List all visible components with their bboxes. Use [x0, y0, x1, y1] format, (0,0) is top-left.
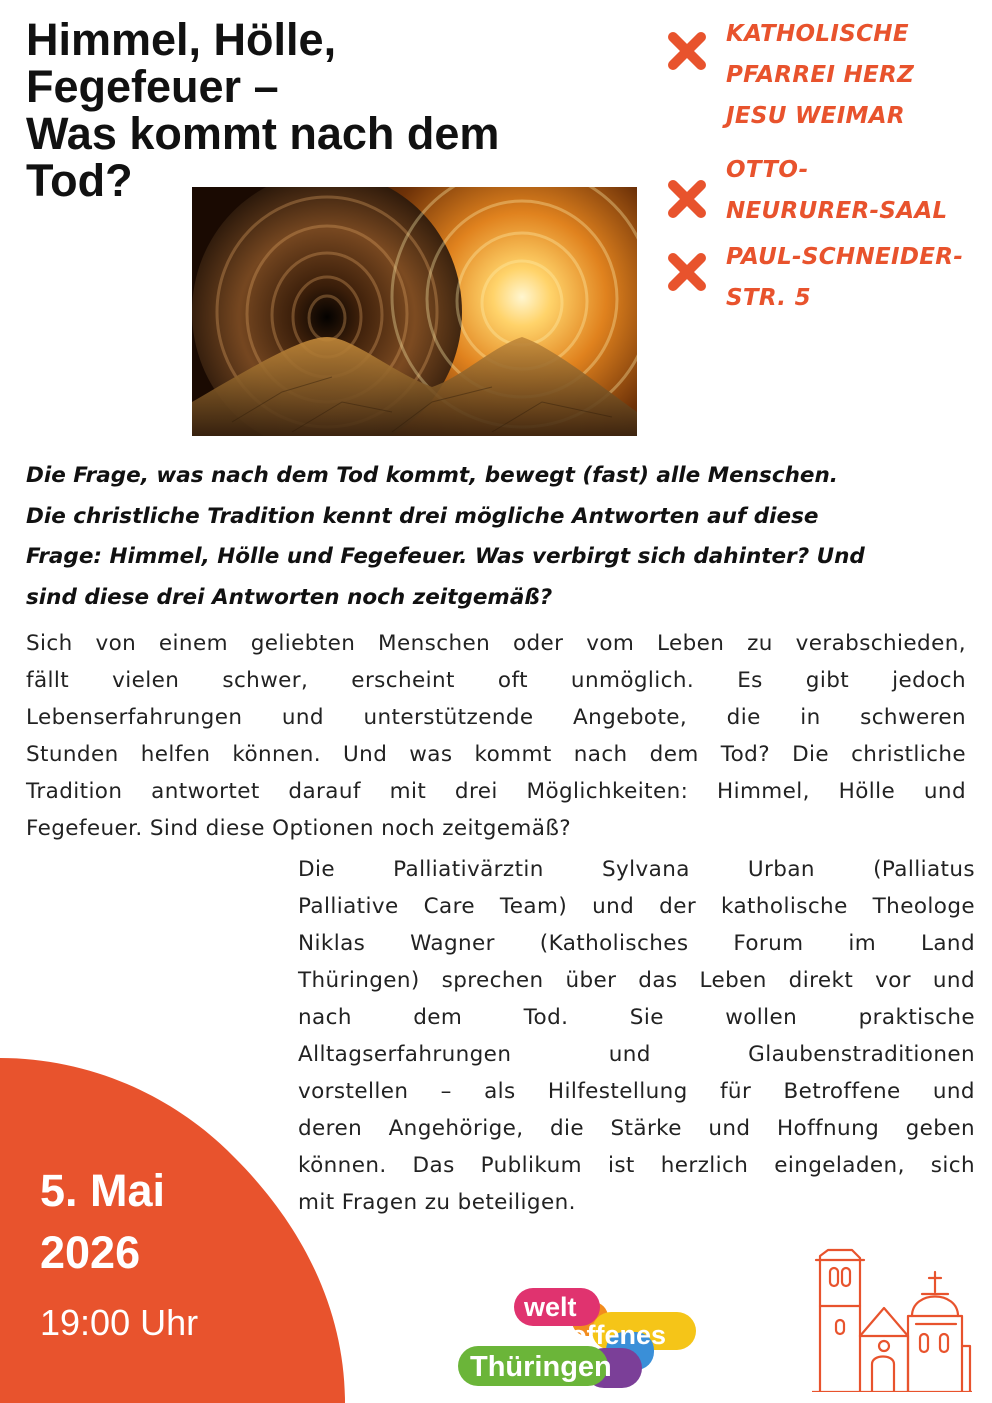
tunnel-photo: [192, 187, 637, 436]
body-line: Thüringen) sprechen über das Leben direkt vor und: [298, 968, 975, 993]
body-line: Alltagserfahrungen und Glaubenstraditionen: [298, 1042, 975, 1067]
info-line: OTTO-: [726, 157, 809, 183]
info-line: STR. 5: [726, 285, 811, 311]
body-line: nach dem Tod. Sie wollen praktische: [298, 1005, 975, 1030]
body-line: vorstellen – als Hilfestellung für Betroffene und: [298, 1079, 975, 1104]
lead-line: Die christliche Tradition kennt drei mögliche Antworten auf diese: [26, 503, 819, 529]
cross-icon: [664, 28, 710, 74]
body-line: können. Das Publikum ist herzlich eingeladen, sich: [298, 1153, 975, 1178]
body-line: Stunden helfen können. Und was kommt nach dem Tod? Die christliche: [26, 742, 966, 767]
body-line: Niklas Wagner (Katholisches Forum im Land: [298, 931, 975, 956]
body-line: Palliative Care Team) und der katholische Theologe: [298, 894, 975, 919]
info-line: KATHOLISCHE: [726, 21, 909, 47]
info-line: NEURURER-SAAL: [726, 198, 948, 224]
body-line: Lebenserfahrungen und unterstützende Angebote, die in schweren: [26, 705, 966, 730]
title-line: Was kommt nach dem: [26, 108, 500, 159]
body-line: deren Angehörige, die Stärke und Hoffnung geben: [298, 1116, 975, 1141]
lead-paragraph: [26, 456, 971, 618]
body-line: Sich von einem geliebten Menschen oder vom Leben zu verabschieden,: [26, 631, 966, 656]
church-drawing: [812, 1246, 972, 1392]
event-date-line: 5. Mai: [40, 1165, 166, 1216]
cross-icon: [664, 176, 710, 222]
title-line: Himmel, Hölle,: [26, 14, 337, 65]
lead-line: Frage: Himmel, Hölle und Fegefeuer. Was verbirgt sich dahinter? Und: [26, 544, 865, 569]
info-line: PAUL-SCHNEIDER-: [726, 244, 964, 270]
body-line: Fegefeuer. Sind diese Optionen noch zeitgemäß?: [26, 816, 572, 841]
title-line: Tod?: [26, 155, 133, 206]
body-line: Tradition antwortet darauf mit drei Möglichkeiten: Himmel, Hölle und: [26, 779, 966, 804]
logo-word: offenes: [570, 1320, 667, 1350]
intro-paragraph: [26, 625, 966, 847]
body-line: Die Palliativärztin Sylvana Urban (Palliatus: [298, 857, 975, 882]
logo-word: welt: [524, 1292, 577, 1322]
event-year-line: 2026: [40, 1227, 141, 1278]
title-line: Fegefeuer –: [26, 61, 279, 112]
logo-word: Thüringen: [470, 1351, 612, 1383]
lead-line: sind diese drei Antworten noch zeitgemäß?: [26, 584, 553, 610]
lead-line: Die Frage, was nach dem Tod kommt, bewegt (fast) alle Menschen.: [26, 463, 838, 488]
info-line: JESU WEIMAR: [726, 103, 905, 129]
weltoffenes-thueringen-logo: [456, 1284, 700, 1390]
cross-icon: [664, 249, 710, 295]
speakers-paragraph: [298, 851, 975, 1221]
event-time: 19:00 Uhr: [40, 1302, 199, 1343]
body-line: fällt vielen schwer, erscheint oft unmöglich. Es gibt jedoch: [26, 668, 966, 693]
body-line: mit Fragen zu beteiligen.: [298, 1190, 576, 1215]
info-line: PFARREI HERZ: [726, 62, 915, 88]
page-title: [26, 16, 636, 204]
event-date: [40, 1160, 165, 1284]
